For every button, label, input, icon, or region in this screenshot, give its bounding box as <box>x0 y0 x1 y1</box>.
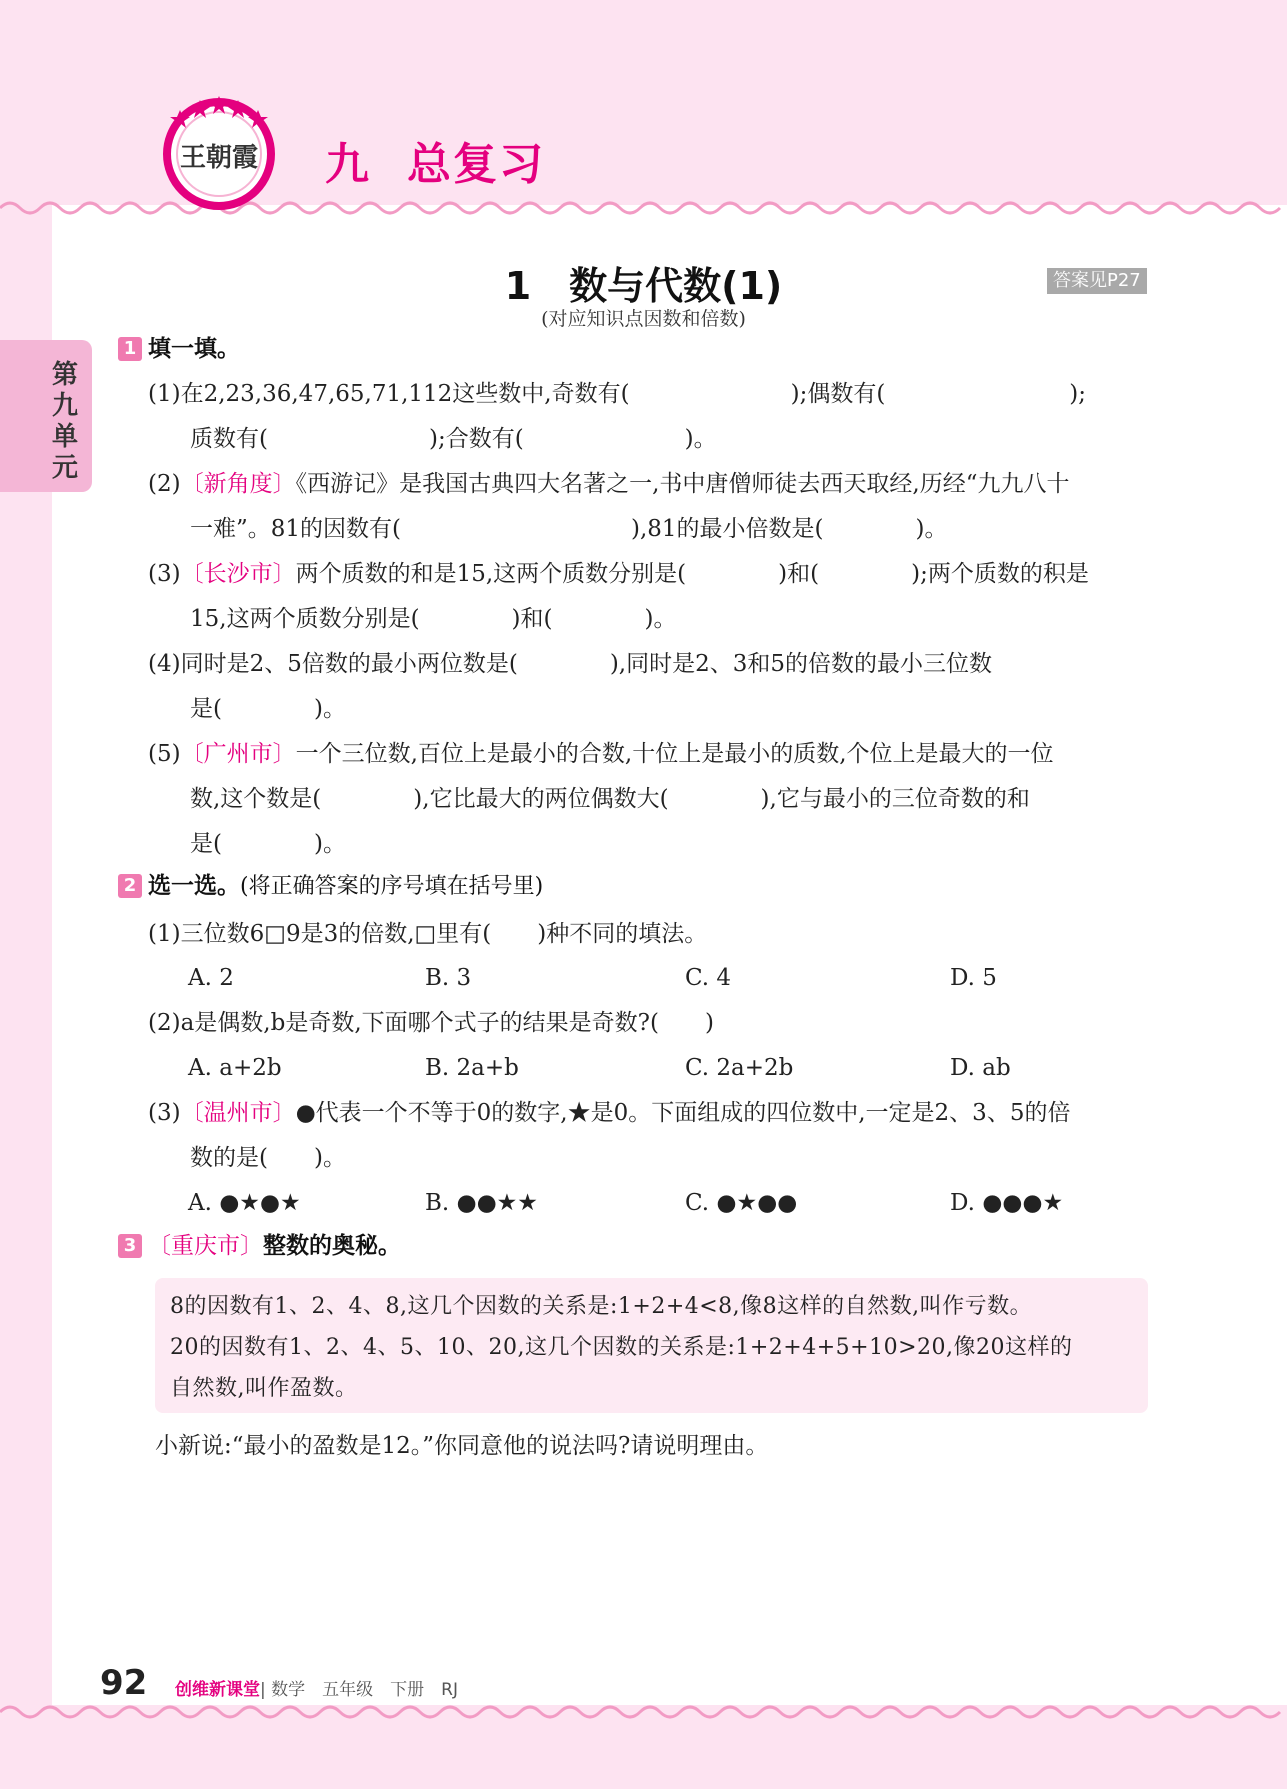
s2-q3-line1: (3)〔温州市〕●代表一个不等于0的数字,★是0。下面组成的四位数中,一定是2、3、5的倍 <box>148 1100 1071 1126</box>
s2-q1-option-c: C. 4 <box>685 965 732 991</box>
box-line-2: 20的因数有1、2、4、5、10、20,这几个因数的关系是:1+2+4+5+10>20,像20这样的 <box>170 1335 1073 1360</box>
s2-q1-option-b: B. 3 <box>425 965 472 991</box>
s1-q4-line1: (4)同时是2、5倍数的最小两位数是( ),同时是2、3和5的倍数的最小三位数 <box>148 651 993 677</box>
s2-q1-option-a: A. 2 <box>188 965 234 991</box>
s2-q1: (1)三位数6□9是3的倍数,□里有( )种不同的填法。 <box>148 921 708 947</box>
section-2-heading: 2 选一选。(将正确答案的序号填在括号里) <box>118 870 543 903</box>
s2-q3-option-c: C. ●★●● <box>685 1190 798 1216</box>
side-tab-unit: 第九单元 <box>0 340 92 492</box>
s1-q5-line3: 是( )。 <box>190 831 346 857</box>
s1-q1-line2: 质数有( );合数有( )。 <box>190 426 717 452</box>
s1-q3-line1: (3)〔长沙市〕两个质数的和是15,这两个质数分别是( )和( );两个质数的积是 <box>148 561 1089 587</box>
s2-q2-option-d: D. ab <box>950 1055 1011 1081</box>
svg-text:王朝霞: 王朝霞 <box>179 143 259 173</box>
s1-q2-line2: 一难”。81的因数有( ),81的最小倍数是( )。 <box>190 516 948 542</box>
s1-q5-line1: (5)〔广州市〕一个三位数,百位上是最小的合数,十位上是最小的质数,个位上是最大的一位 <box>148 741 1054 767</box>
s2-q3-option-a: A. ●★●★ <box>188 1190 301 1216</box>
s1-q4-line2: 是( )。 <box>190 696 346 722</box>
s2-q2: (2)a是偶数,b是奇数,下面哪个式子的结果是奇数?( ) <box>148 1010 714 1036</box>
bottom-wave-border <box>0 1700 1287 1730</box>
s2-q2-option-c: C. 2a+2b <box>685 1055 794 1081</box>
s2-q2-option-a: A. a+2b <box>188 1055 282 1081</box>
s2-q3-option-d: D. ●●●★ <box>950 1190 1064 1216</box>
box-line-1: 8的因数有1、2、4、8,这几个因数的关系是:1+2+4<8,像8这样的自然数,叫作亏数。 <box>170 1294 1033 1319</box>
footer-info: 创维新课堂| 数学 五年级 下册 RJ <box>175 1680 458 1700</box>
s2-q3-line2: 数的是( )。 <box>190 1145 346 1171</box>
s1-q5-line2: 数,这个数是( ),它比最大的两位偶数大( ),它与最小的三位奇数的和 <box>190 786 1030 812</box>
s1-q3-line2: 15,这两个质数分别是( )和( )。 <box>190 606 677 632</box>
lesson-subtitle: (对应知识点因数和倍数) <box>541 308 746 330</box>
page-number: 92 <box>100 1663 148 1703</box>
answer-reference-badge: 答案见P27 <box>1047 268 1147 294</box>
s2-q3-option-b: B. ●●★★ <box>425 1190 538 1216</box>
unit-title: 九 总复习 <box>325 139 545 190</box>
s2-q1-option-d: D. 5 <box>950 965 997 991</box>
brand-logo <box>160 92 278 210</box>
s1-q1-line1: (1)在2,23,36,47,65,71,112这些数中,奇数有( );偶数有( ); <box>148 381 1087 407</box>
section-1-heading: 1 填一填。 <box>118 333 240 365</box>
lesson-title: 1 数与代数(1) <box>504 264 783 308</box>
section-3-heading: 3 〔重庆市〕整数的奥秘。 <box>118 1230 401 1262</box>
s2-q2-option-b: B. 2a+b <box>425 1055 519 1081</box>
s3-question: 小新说:“最小的盈数是12。”你同意他的说法吗?请说明理由。 <box>155 1433 769 1459</box>
box-line-3: 自然数,叫作盈数。 <box>170 1376 358 1401</box>
s1-q2-line1: (2)〔新角度〕《西游记》是我国古典四大名著之一,书中唐僧师徒去西天取经,历经“九九八十 <box>148 471 1070 497</box>
